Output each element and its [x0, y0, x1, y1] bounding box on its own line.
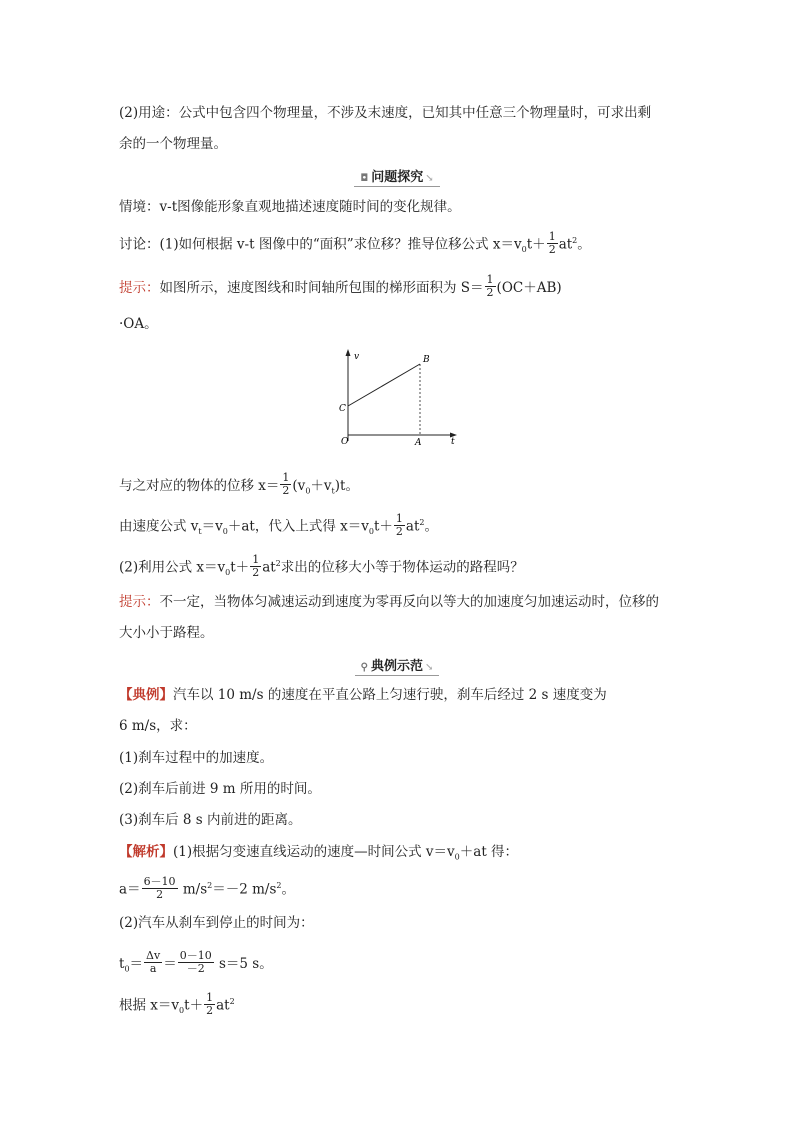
fraction-half: $\frac{1}{2}$: [486, 273, 494, 299]
label-b: B: [423, 355, 430, 365]
scenario-text: 情境：v-t图像能形象直观地描述速度随时间的变化规律。: [119, 199, 461, 215]
section-heading-problem-explore: ◘ 问题探究 ↘: [0, 166, 794, 187]
paragraph-usage-cont: 余的一个物理量。: [119, 136, 227, 152]
label-v: v: [354, 352, 360, 362]
example-question-3: (3)刹车后 8 s 内前进的距离。: [119, 812, 302, 828]
example-question-2: (2)刹车后前进 9 m 所用的时间。: [119, 781, 321, 797]
discussion-2: (2)利用公式 $x=v_0t+$ $\frac{1}{2}$ $at^2$求出的位移大小等于物体运动的路程吗？: [119, 552, 524, 579]
velocity-time-graph: [335, 345, 465, 450]
solution-intro: 【解析】(1)根据匀变速直线运动的速度—时间公式 $v=v_0+at$ 得：: [119, 844, 519, 862]
velocity-line: [348, 364, 420, 406]
example-problem-cont: 6 m/s，求：: [119, 718, 197, 734]
acceleration-calc: a＝ $\frac{6-10}{2}$ $m/s^2=-2$ $m/s^2$。: [119, 874, 295, 901]
velocity-substitution: 由速度公式 $v_t=v_0+at$，代入上式得 $x=v_0t+$ $\frac{1}{2}$ $at^2$。: [119, 511, 438, 538]
swoosh-icon: ↘: [424, 662, 434, 673]
square-icon: ◘: [360, 173, 369, 184]
v-axis-arrow: [346, 349, 351, 356]
stop-time-calc: $t_0=$ $\frac{\Delta v}{a}$ ＝ $\frac{0-10}{-2}$ s＝5 s。: [119, 949, 273, 975]
hint-label: 提示：: [119, 280, 160, 296]
label-t: t: [451, 437, 455, 447]
fraction-half: $\frac{1}{2}$: [252, 552, 260, 579]
example-problem: 【典例】汽车以 10 m/s 的速度在平直公路上匀速行驶，刹车后经过 2 s 速度变为: [119, 687, 607, 703]
hint-2: 提示：不一定，当物体匀减速运动到速度为零再反向以等大的加速度匀加速运动时，位移的: [119, 594, 659, 610]
fraction-half: $\frac{1}{2}$: [206, 990, 214, 1017]
fraction-dv-over-a: $\frac{\Delta v}{a}$: [146, 949, 161, 975]
example-question-1: (1)刹车过程中的加速度。: [119, 750, 274, 766]
label-o: O: [341, 437, 349, 447]
final-formula: 根据 $x=v_0t+$ $\frac{1}{2}$ $at^2$: [119, 990, 235, 1017]
label-c: C: [339, 404, 346, 414]
fraction-acceleration: $\frac{6-10}{2}$: [143, 874, 176, 901]
stop-time-intro: (2)汽车从刹车到停止的时间为：: [119, 915, 314, 931]
magnifier-icon: ⚲: [360, 662, 368, 673]
displacement-formula: 与之对应的物体的位移 x＝ $\frac{1}{2}$ $(v_0+v_t)t$。: [119, 471, 359, 497]
hint-1: 提示：如图所示，速度图线和时间轴所包围的梯形面积为 S＝ $\frac{1}{2}$ (OC＋AB): [119, 273, 562, 299]
hint-2-cont: 大小小于路程。: [119, 625, 214, 641]
hint-label: 提示：: [119, 594, 160, 610]
discussion-1: 讨论：(1)如何根据 v-t 图像中的“面积”求位移？推导位移公式 $x=v_0t+$ $\frac{1}{2}$ $at^2$。: [119, 229, 591, 256]
label-a: A: [415, 438, 422, 448]
example-label: 【典例】: [119, 687, 173, 703]
swoosh-icon: ↘: [425, 173, 434, 184]
paragraph-usage: (2)用途：公式中包含四个物理量，不涉及末速度，已知其中任意三个物理量时，可求出剩: [119, 105, 652, 121]
fraction-half: $\frac{1}{2}$: [282, 471, 290, 497]
hint-1-cont: ·OA。: [119, 316, 158, 332]
section-heading-example: ⚲ 典例示范 ↘: [0, 655, 794, 676]
fraction-time: $\frac{0-10}{-2}$: [179, 949, 212, 975]
fraction-half: $\frac{1}{2}$: [548, 229, 556, 256]
fraction-half: $\frac{1}{2}$: [395, 511, 403, 538]
solution-label: 【解析】: [119, 844, 173, 860]
